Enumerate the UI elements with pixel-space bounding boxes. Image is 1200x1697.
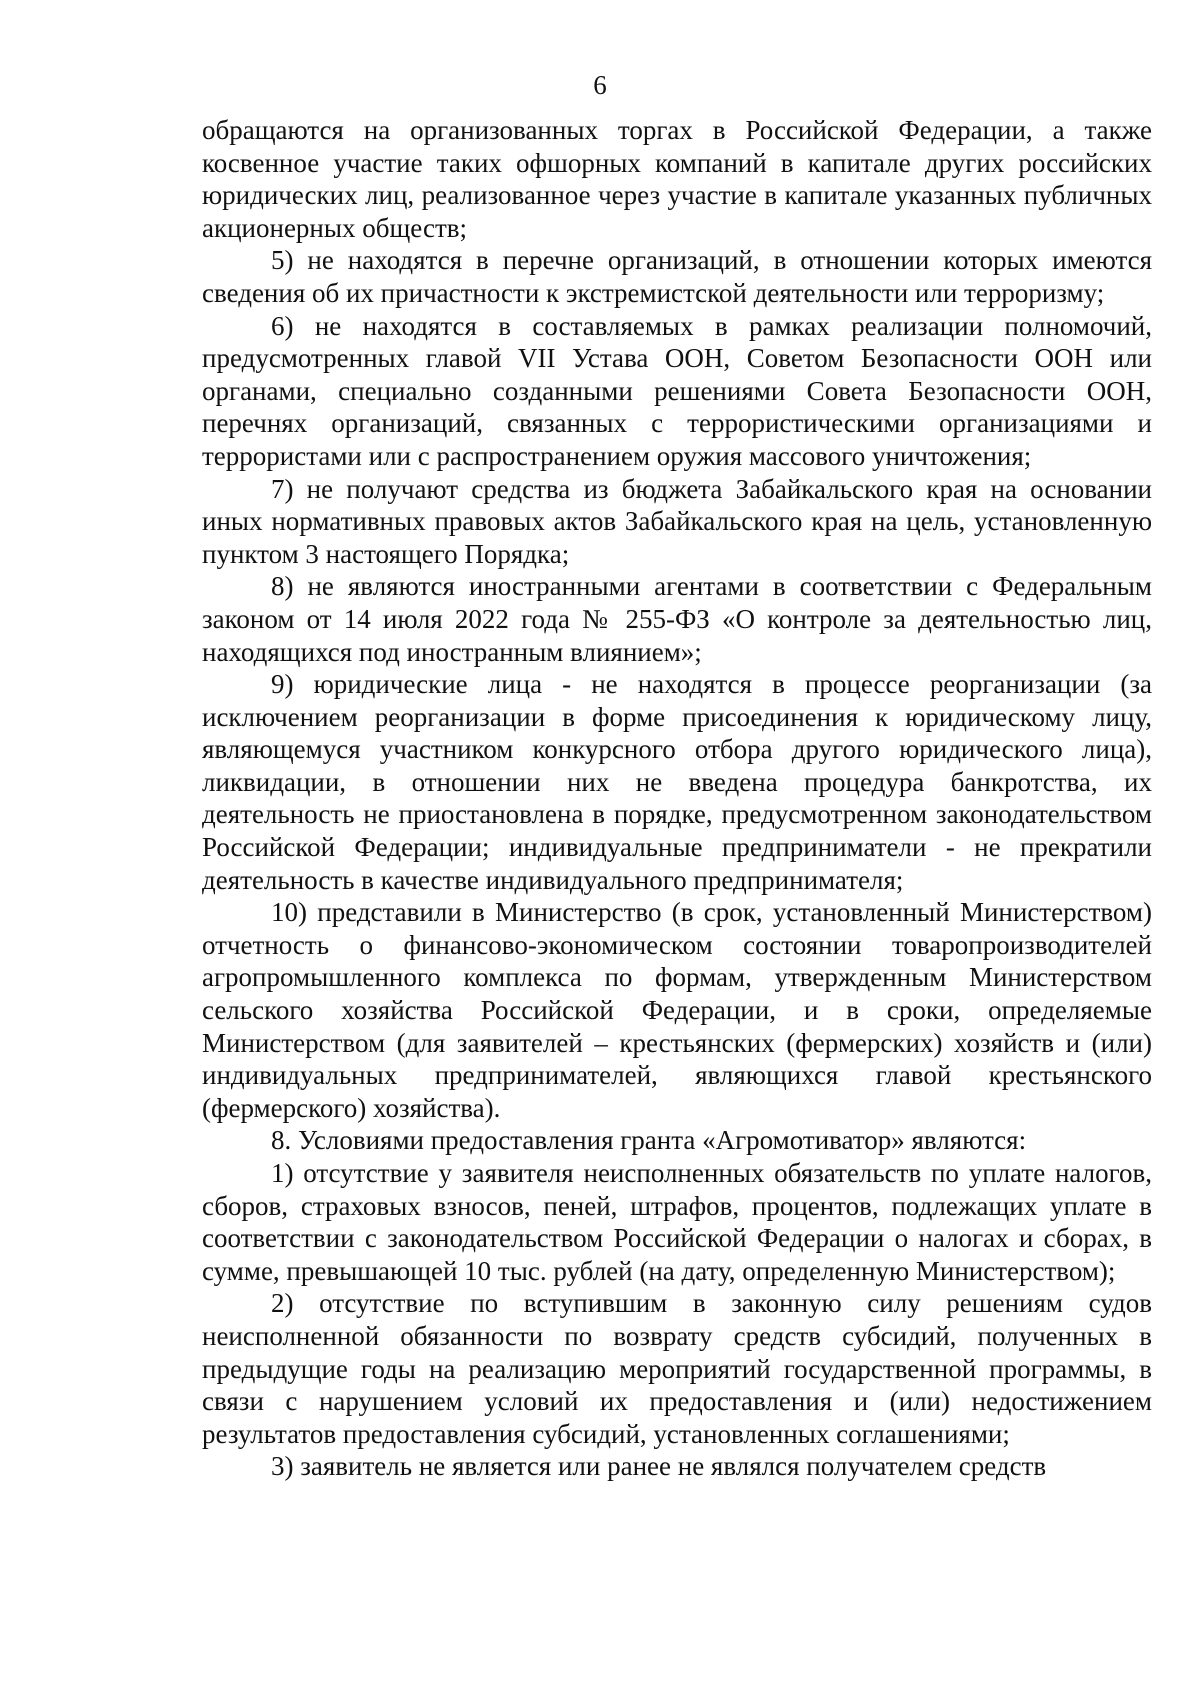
paragraph-condition-3: 3) заявитель не является или ранее не являлся получателем средств bbox=[271, 1451, 1047, 1482]
paragraph-condition-1: 1) отсутствие у заявителя неисполненных обязательств по уплате налогов, сборов, страховых взносов, пеней, штрафов, процентов, подлежащих уплате в соответствии с законодательством Российской Федерации о налогах и сборах, в сумме, превышающей 10 тыс. рублей (на дату, определенную Министерством); bbox=[202, 1158, 1152, 1286]
paragraph-item-8: 8) не являются иностранными агентами в соответствии с Федеральным законом от 14 июля 2022 года № 255-ФЗ «О контроле за деятельностью лиц, находящихся под иностранным влиянием»; bbox=[202, 571, 1152, 667]
paragraph-condition-2: 2) отсутствие по вступившим в законную силу решениям судов неисполненной обязанности по возврату средств субсидий, полученных в предыдущие годы на реализацию мероприятий государственной программы, в связи с нарушением условий их предоставления и (или) недостижением результатов предоставления субсидий, установленных соглашениями; bbox=[202, 1288, 1152, 1449]
paragraph-section-8-heading: 8. Условиями предоставления гранта «Агромотиватор» являются: bbox=[271, 1125, 1027, 1156]
paragraph-item-10: 10) представили в Министерство (в срок, установленный Министерством) отчетность о финансово-экономическом состоянии товаропроизводителей агропромышленного комплекса по формам, утвержденным Министерством сельского хозяйства Российской Федерации, и в сроки, определяемые Министерством (для заявителей – крестьянских (фермерских) хозяйств и (или) индивидуальных предпринимателей, являющихся главой крестьянского (фермерского) хозяйства). bbox=[202, 897, 1152, 1123]
paragraph-item-9: 9) юридические лица - не находятся в процессе реорганизации (за исключением реорганизации в форме присоединения к юридическому лицу, являющемуся участником конкурсного отбора другого юридического лица), ликвидации, в отношении них не введена процедура банкротства, их деятельность не приостановлена в порядке, предусмотренном законодательством Российской Федерации; индивидуальные предприниматели - не прекратили деятельность в качестве индивидуального предпринимателя; bbox=[202, 669, 1152, 895]
paragraph-item-6: 6) не находятся в составляемых в рамках реализации полномочий, предусмотренных главой VII Устава ООН, Советом Безопасности ООН или органами, специально созданными решениями Совета Безопасности ООН, перечнях организаций, связанных с террористическими организациями и террористами или с распространением оружия массового уничтожения; bbox=[202, 310, 1152, 471]
paragraph-item-5: 5) не находятся в перечне организаций, в отношении которых имеются сведения об их причастности к экстремистской деятельности или терроризму; bbox=[202, 245, 1152, 308]
paragraph-item-7: 7) не получают средства из бюджета Забайкальского края на основании иных нормативных правовых актов Забайкальского края на цель, установленную пунктом 3 настоящего Порядка; bbox=[202, 473, 1152, 569]
document-body bbox=[202, 114, 1152, 1483]
page-number: 6 bbox=[593, 70, 607, 100]
paragraph-continuation: обращаются на организованных торгах в Российской Федерации, а также косвенное участие таких офшорных компаний в капитале других российских юридических лиц, реализованное через участие в капитале указанных публичных акционерных обществ; bbox=[202, 115, 1152, 243]
